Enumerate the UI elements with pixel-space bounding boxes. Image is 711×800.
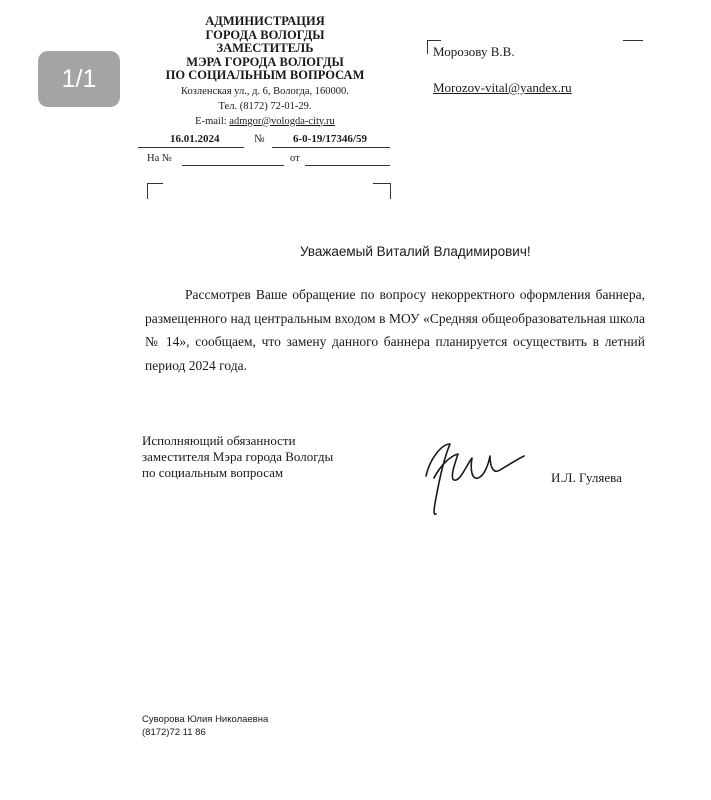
org-line: МЭРА ГОРОДА ВОЛОГДЫ — [186, 54, 344, 69]
signatory-position — [142, 433, 333, 481]
email-label: E-mail: — [195, 115, 227, 127]
executor-phone: (8172)72 11 86 — [142, 727, 206, 738]
corner-mark — [147, 183, 163, 184]
letterhead — [160, 15, 370, 128]
corner-mark — [147, 183, 148, 199]
email-link[interactable]: admgor@vologda-city.ru — [229, 115, 335, 127]
org-line: ЗАМЕСТИТЕЛЬ — [216, 41, 314, 55]
letter-body — [145, 283, 645, 377]
handwritten-signature — [420, 436, 530, 521]
executor-name: Суворова Юлия Николаевна — [142, 714, 269, 725]
corner-mark — [390, 183, 391, 199]
position-line: Исполняющий обязанности — [142, 433, 296, 448]
number-sign: № — [254, 133, 265, 145]
address: Козленская ул., д. 6, Вологда, 160000. — [181, 85, 349, 97]
corner-mark — [373, 183, 391, 184]
doc-number: 6-0-19/17346/59 — [293, 133, 367, 145]
corner-mark — [623, 40, 643, 41]
on-number-label: На № — [147, 153, 172, 164]
phone: Тел. (8172) 72-01-29. — [218, 100, 312, 112]
recipient-email[interactable]: Morozov-vital@yandex.ru — [433, 80, 572, 95]
page-indicator: 1/1 — [38, 51, 120, 107]
greeting: Уважаемый Виталий Владимирович! — [300, 244, 531, 259]
signatory-name: И.Л. Гуляева — [551, 470, 622, 485]
corner-mark — [427, 40, 428, 54]
org-line: ГОРОДА ВОЛОГДЫ — [205, 27, 325, 42]
position-line: по социальным вопросам — [142, 465, 284, 480]
body-paragraph: Рассмотрев Ваше обращение по вопросу некорректного оформления баннера, размещенного над центральным входом в МОУ «Средняя общеобразовательная школа № 14», сообщаем, что замену данного баннера планируется осуществить в летний период 2024 года. — [145, 287, 645, 373]
executor-info — [142, 713, 268, 739]
corner-mark — [427, 40, 441, 41]
org-line: ПО СОЦИАЛЬНЫМ ВОПРОСАМ — [165, 68, 365, 82]
email-line — [160, 115, 370, 128]
doc-date: 16.01.2024 — [170, 133, 220, 145]
org-line: АДМИНИСТРАЦИЯ — [205, 14, 325, 28]
recipient-name: Морозову В.В. — [433, 44, 515, 59]
position-line: заместителя Мэра города Вологды — [142, 449, 334, 464]
from-label: от — [290, 153, 300, 164]
